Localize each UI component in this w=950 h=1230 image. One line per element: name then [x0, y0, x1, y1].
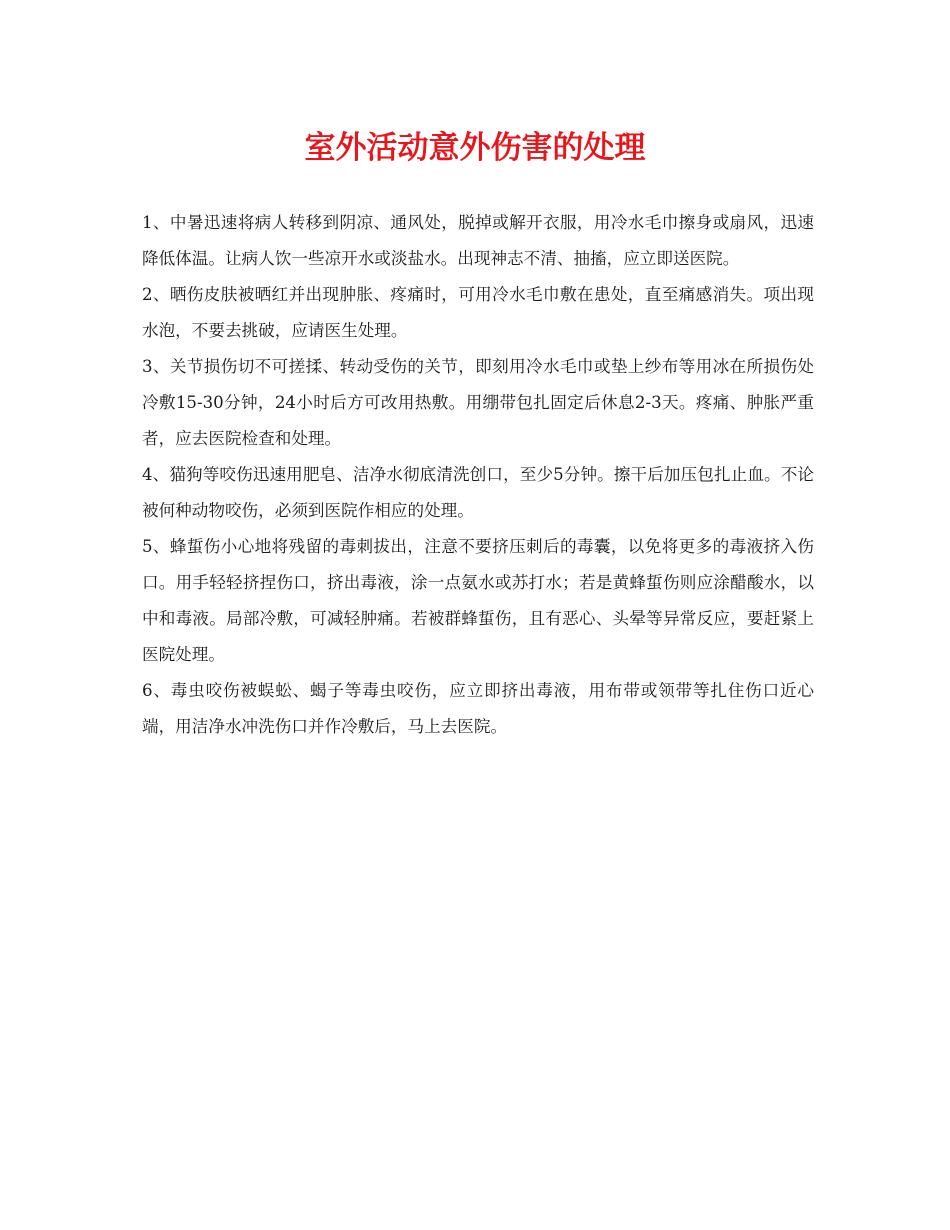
paragraph-joint-injury: 3、关节损伤切不可搓揉、转动受伤的关节，即刻用冷水毛巾或垫上纱布等用冰在所损伤处冷敷15-30分钟，24小时后方可改用热敷。用绷带包扎固定后休息2-3天。疼痛、肿胀严重者，应去医院检查和处理。: [142, 357, 814, 448]
paragraph-insect-bite: 6、毒虫咬伤被蜈蚣、蝎子等毒虫咬伤，应立即挤出毒液，用布带或领带等扎住伤口近心端，用洁净水冲洗伤口并作冷敷后，马上去医院。: [142, 681, 814, 736]
document-body: [142, 205, 814, 745]
paragraph-animal-bite: 4、猫狗等咬伤迅速用肥皂、洁净水彻底清洗创口，至少5分钟。擦干后加压包扎止血。不论被何种动物咬伤，必须到医院作相应的处理。: [142, 465, 814, 520]
paragraph-sunburn: 2、晒伤皮肤被晒红并出现肿胀、疼痛时，可用冷水毛巾敷在患处，直至痛感消失。项出现水泡，不要去挑破，应请医生处理。: [142, 285, 814, 340]
paragraph-heatstroke: 1、中暑迅速将病人转移到阴凉、通风处，脱掉或解开衣服，用冷水毛巾擦身或扇风，迅速降低体温。让病人饮一些凉开水或淡盐水。出现神志不清、抽搐，应立即送医院。: [142, 213, 814, 268]
document-title: 室外活动意外伤害的处理: [304, 130, 646, 166]
paragraph-bee-sting: 5、蜂蜇伤小心地将残留的毒刺拔出，注意不要挤压刺后的毒囊，以免将更多的毒液挤入伤口。用手轻轻挤捏伤口，挤出毒液，涂一点氨水或苏打水；若是黄蜂蜇伤则应涂醋酸水，以中和毒液。局部冷敷，可减轻肿痛。若被群蜂蜇伤，且有恶心、头晕等异常反应，要赶紧上医院处理。: [142, 537, 814, 664]
